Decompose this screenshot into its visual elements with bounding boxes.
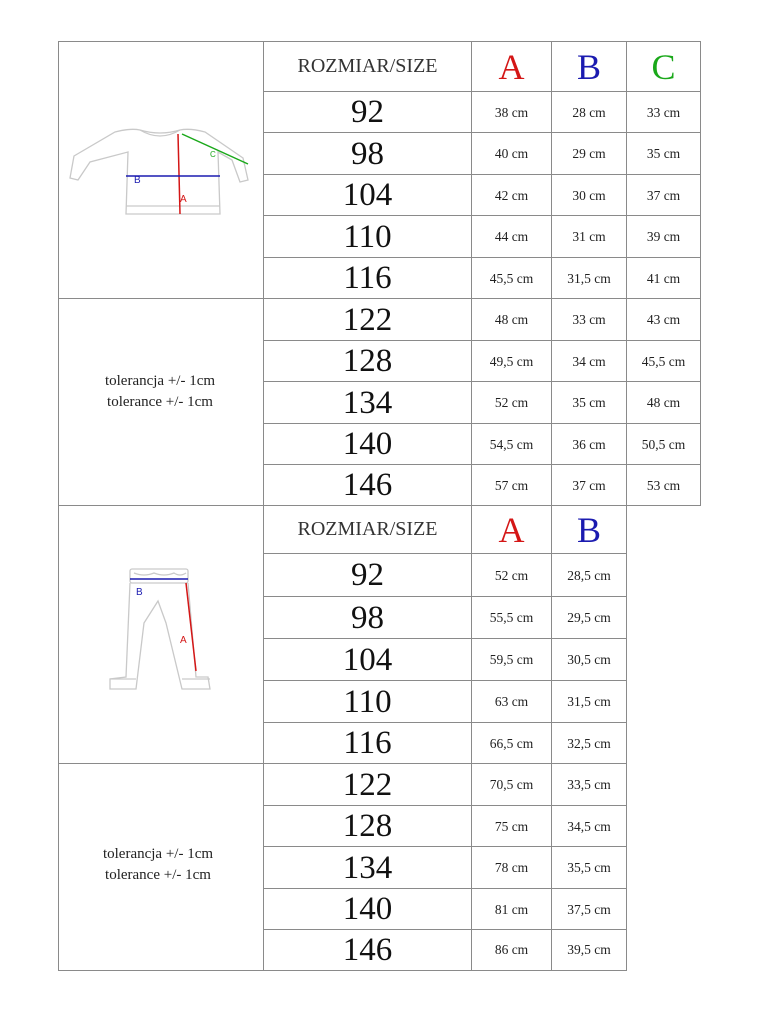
- measure-b-cell: 33,5 cm: [567, 777, 611, 792]
- size-cell: 128: [342, 343, 393, 379]
- measure-b-cell: 33 cm: [572, 312, 606, 327]
- measure-c-cell: 53 cm: [646, 477, 681, 493]
- measure-a-cell: 63 cm: [494, 694, 529, 709]
- column-b-header: B: [576, 509, 601, 550]
- diagram-label-a: A: [180, 635, 187, 646]
- size-cell: 116: [343, 260, 392, 296]
- size-cell: 92: [351, 94, 384, 130]
- measure-b-cell: 31,5 cm: [567, 270, 611, 286]
- size-cell: 140: [342, 891, 393, 927]
- measure-a-cell: 42 cm: [494, 187, 529, 203]
- size-cell: 146: [342, 467, 393, 503]
- measure-a-cell: 44 cm: [494, 229, 529, 244]
- measure-b-cell: 32,5 cm: [567, 735, 611, 751]
- measure-b-cell: 29,5 cm: [567, 610, 611, 625]
- column-a-header: A: [498, 46, 525, 87]
- diagram-label-c: C: [210, 150, 216, 159]
- measure-a-cell: 48 cm: [494, 312, 529, 327]
- tolerance-pl: tolerancja +/- 1cm: [102, 846, 214, 862]
- measure-b-cell: 31,5 cm: [567, 694, 611, 709]
- size-cell: 122: [342, 766, 393, 803]
- measure-b-cell: 28 cm: [572, 104, 606, 120]
- measure-a-cell: 52 cm: [494, 567, 529, 583]
- measure-b-cell: 31 cm: [572, 229, 606, 244]
- size-cell: 98: [351, 135, 384, 172]
- size-column-header: ROZMIAR/SIZE: [297, 518, 438, 540]
- size-cell: 122: [342, 301, 393, 338]
- trousers-diagram: [100, 565, 220, 705]
- diagram-label-b: B: [134, 175, 141, 186]
- measure-a-cell: 38 cm: [494, 104, 529, 120]
- measure-a-cell: 45,5 cm: [489, 270, 534, 286]
- measure-a-cell: 55,5 cm: [489, 610, 534, 625]
- measure-a-cell: 75 cm: [494, 818, 529, 834]
- long-sleeve-top-diagram: [60, 110, 260, 230]
- measure-c-cell: 39 cm: [646, 229, 681, 244]
- size-cell: 134: [342, 849, 393, 886]
- measure-c-cell: 48 cm: [646, 395, 681, 410]
- measure-c-cell: 37 cm: [646, 187, 681, 203]
- size-column-header: ROZMIAR/SIZE: [297, 55, 438, 77]
- measure-a-cell: 49,5 cm: [489, 353, 534, 369]
- size-cell: 134: [342, 384, 393, 421]
- measure-b-cell: 34,5 cm: [567, 818, 611, 834]
- measure-c-cell: 33 cm: [646, 104, 681, 120]
- size-cell: 98: [351, 599, 384, 636]
- measure-b-cell: 39,5 cm: [567, 942, 611, 957]
- measure-b-cell: 30,5 cm: [567, 652, 611, 667]
- diagram-label-a: A: [180, 194, 187, 205]
- size-cell: 140: [342, 426, 393, 462]
- tops-tolerance-note: [60, 371, 260, 413]
- measure-b-cell: 35 cm: [572, 395, 606, 410]
- measure-a-cell: 66,5 cm: [489, 735, 534, 751]
- column-a-header: A: [498, 509, 525, 550]
- measure-a-cell: 40 cm: [494, 146, 529, 161]
- measure-c-cell: 43 cm: [646, 312, 681, 327]
- size-cell: 104: [342, 177, 393, 213]
- measure-b-cell: 28,5 cm: [567, 567, 611, 583]
- bottoms-tolerance-note: [58, 844, 258, 886]
- size-cell: 146: [342, 931, 393, 968]
- measure-c-cell: 41 cm: [646, 270, 681, 286]
- measure-c-cell: 50,5 cm: [641, 436, 686, 452]
- measure-a-cell: 54,5 cm: [489, 436, 534, 452]
- tolerance-pl: tolerancja +/- 1cm: [104, 373, 216, 389]
- measure-b-cell: 37,5 cm: [567, 901, 611, 917]
- measure-b-cell: 36 cm: [572, 436, 606, 452]
- size-cell: 110: [343, 218, 392, 255]
- size-cell: 116: [343, 725, 392, 761]
- tolerance-en: tolerance +/- 1cm: [105, 867, 211, 883]
- measure-a-cell: 81 cm: [494, 901, 529, 917]
- measure-b-cell: 37 cm: [572, 477, 606, 493]
- measure-b-cell: 29 cm: [572, 146, 606, 161]
- size-cell: 92: [351, 557, 384, 593]
- measure-c-cell: 45,5 cm: [641, 353, 686, 369]
- column-b-header: B: [576, 46, 601, 87]
- measure-a-cell: 52 cm: [494, 395, 529, 410]
- column-c-header: C: [651, 46, 676, 87]
- measure-a-cell: 78 cm: [494, 860, 529, 875]
- diagram-label-b: B: [136, 587, 143, 598]
- size-cell: 128: [342, 808, 393, 844]
- measure-b-cell: 34 cm: [572, 353, 606, 369]
- measure-c-cell: 35 cm: [646, 146, 681, 161]
- measure-b-cell: 30 cm: [572, 187, 606, 203]
- measure-a-line: [186, 583, 196, 671]
- measure-b-cell: 35,5 cm: [567, 860, 611, 875]
- measure-a-cell: 57 cm: [494, 477, 529, 493]
- tolerance-en: tolerance +/- 1cm: [107, 394, 213, 410]
- size-cell: 104: [342, 641, 393, 678]
- measure-a-cell: 70,5 cm: [489, 777, 534, 792]
- measure-a-cell: 86 cm: [494, 942, 529, 957]
- size-cell: 110: [343, 683, 392, 720]
- measure-a-cell: 59,5 cm: [489, 652, 534, 667]
